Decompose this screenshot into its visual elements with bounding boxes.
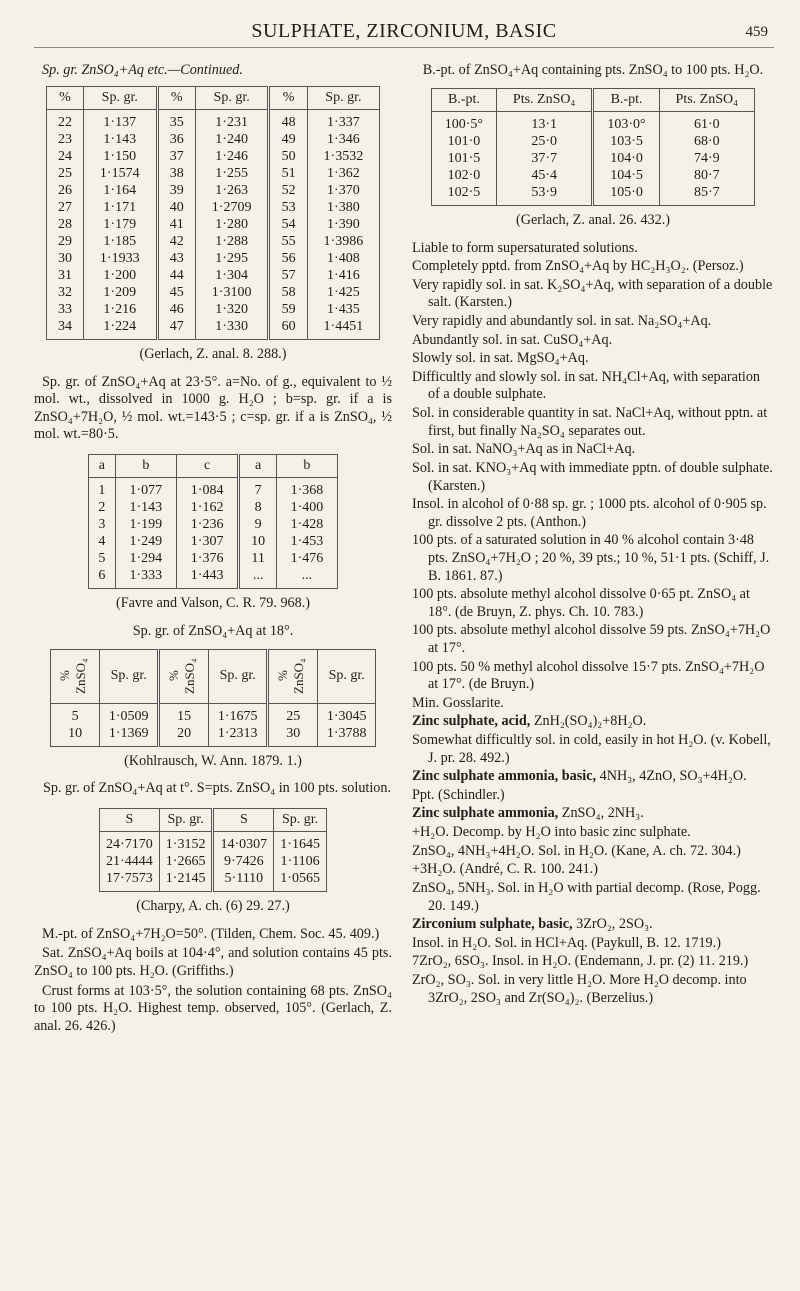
table-cell: 34 (57, 318, 72, 334)
table-cell: 1·179 (83, 216, 157, 233)
paragraph: Sat. ZnSO₄+Aq boils at 104·4°, and solution contains 45 pts. ZnSO₄ to 100 pts. H₂O. (Griffiths.) (34, 945, 392, 979)
table-row (432, 167, 755, 184)
table-caption: B.-pt. of ZnSO₄+Aq containing pts. ZnSO₄ to 100 pts. H₂O. (422, 62, 764, 78)
table-cell: 1·236 (176, 516, 238, 533)
table-cell: 1·304 (195, 267, 269, 284)
charpy-table (99, 808, 327, 892)
table-source: (Kohlrausch, W. Ann. 1879. 1.) (124, 752, 302, 769)
left-column (34, 62, 392, 1037)
table-cell: 31 (57, 267, 72, 283)
paragraph: M.-pt. of ZnSO₄+7H₂O=50°. (Tilden, Chem. Soc. 45. 409.) (42, 925, 380, 942)
table-row (47, 182, 380, 199)
table-cell: 1·077 (115, 478, 176, 500)
table-cell: 1·408 (307, 250, 379, 267)
table-cell: 1·453 (276, 533, 337, 550)
table-cell: 50 (269, 148, 307, 165)
table-cell: 36 (157, 131, 195, 148)
solubility-notes (412, 240, 774, 713)
entry-zirconium-sulphate-basic (412, 916, 774, 934)
table-cell: 1·333 (115, 567, 176, 589)
text-line: Completely pptd. from ZnSO₄+Aq by HC₂H₃O₂. (Persoz.) (412, 258, 744, 275)
entry-formula: ZnH₂(SO₄)₂+8H₂O. (530, 713, 647, 730)
table-row (100, 870, 327, 892)
table-cell: 74·9 (659, 150, 754, 167)
table-cell: 1·0509 (100, 703, 159, 725)
table-cell: 1·171 (83, 199, 157, 216)
table-cell: 1·0565 (274, 870, 327, 892)
entry-lines (412, 787, 774, 805)
table-cell: 44 (157, 267, 195, 284)
column-header: Sp. gr. (307, 86, 379, 109)
table-row (100, 853, 327, 870)
page-header (34, 14, 774, 48)
table-cell: 17·7573 (106, 871, 153, 887)
entry-zinc-sulphate-acid (412, 713, 774, 731)
table-cell: 80·7 (659, 167, 754, 184)
text-line: Very rapidly sol. in sat. K₂SO₄+Aq, with separation of a double salt. (Karsten.) (412, 276, 773, 311)
table-cell: 100·5° (444, 116, 484, 132)
table-cell: 1·1574 (83, 165, 157, 182)
table-cell: 52 (269, 182, 307, 199)
table-row (47, 148, 380, 165)
table-cell: 49 (269, 131, 307, 148)
table-cell: 1·2145 (159, 870, 213, 892)
column-header: Sp. gr. (159, 808, 213, 831)
table-cell: 1·425 (307, 284, 379, 301)
sp-gr-table-1 (46, 86, 380, 340)
table-cell: 38 (157, 165, 195, 182)
table-cell: 1·390 (307, 216, 379, 233)
favre-valson-table (88, 454, 338, 589)
table-cell: 30 (57, 250, 72, 266)
column-header: % ZnSO₄ (51, 649, 100, 703)
entry-title: Zinc sulphate ammonia, basic, (412, 768, 597, 785)
table-cell: 1·3152 (159, 832, 213, 854)
table-source: (Favre and Valson, C. R. 79. 968.) (115, 595, 310, 612)
table-cell: 46 (157, 301, 195, 318)
column-header: Sp. gr. (274, 808, 327, 831)
text-line: 100 pts. 50 % methyl alcohol dissolve 15·7 pts. ZnSO₄+7H₂O at 17°. (de Bruyn.) (412, 658, 765, 693)
table-cell: 26 (57, 182, 72, 198)
table-cell: 1·346 (307, 131, 379, 148)
column-header: Sp. gr. (209, 649, 268, 703)
table-cell: 1·362 (307, 165, 379, 182)
table-cell: 4 (98, 534, 106, 550)
table-cell: 51 (269, 165, 307, 182)
table-cell: 58 (269, 284, 307, 301)
text-line: Sol. in sat. KNO₃+Aq with immediate pptn. of double sulphate. (Karsten.) (412, 459, 773, 494)
column-header: Pts. ZnSO₄ (659, 88, 754, 111)
table-row (432, 184, 755, 206)
table-row (432, 133, 755, 150)
text-line: 100 pts. absolute methyl alcohol dissolve 0·65 pt. ZnSO₄ at 18°. (de Bruyn, Z. phys. Ch. 10. 783.) (412, 586, 750, 620)
column-header: Sp. gr. (100, 649, 159, 703)
text-line: 100 pts. of a saturated solution in 40 % alcohol contain 3·48 pts. ZnSO₄+7H₂O ; 20 %, 39 pts.; 10 %, 51·1 pts. (Schiff, J. B. 1861. 87.) (412, 532, 770, 584)
column-header: Pts. ZnSO₄ (496, 88, 593, 111)
table-cell: 48 (269, 109, 307, 131)
table-cell: 1·280 (195, 216, 269, 233)
table-cell: 28 (57, 216, 72, 232)
entry-formula: 3ZrO₂, 2SO₃. (572, 916, 653, 933)
entry-title: Zirconium sulphate, basic, (412, 916, 573, 933)
column-header: Sp. gr. (195, 86, 269, 109)
table-cell: 2 (98, 500, 106, 516)
table-row (47, 109, 380, 131)
table-cell: 9 (239, 516, 276, 533)
table-cell: 1·3045 (318, 703, 376, 725)
table-cell: 42 (157, 233, 195, 250)
table-cell: 39 (157, 182, 195, 199)
table-cell: 105·0 (593, 184, 659, 206)
table-cell: 1·2313 (209, 725, 268, 747)
table-cell: 1·249 (115, 533, 176, 550)
table-row (432, 111, 755, 133)
text-line: Difficultly and slowly sol. in sat. NH₄Cl+Aq, with separation of a double sulphate. (412, 368, 761, 403)
table-cell: 1·150 (83, 148, 157, 165)
table-cell: 6 (98, 568, 106, 584)
table-cell: 1·368 (276, 478, 337, 500)
table-source: (Gerlach, Z. anal. 26. 432.) (515, 211, 671, 228)
table-cell: 54 (269, 216, 307, 233)
table-cell: 3 (98, 517, 106, 533)
table-cell: 10 (68, 725, 83, 741)
table-cell: 1·295 (195, 250, 269, 267)
table-cell: 85·7 (659, 184, 754, 206)
column-header: a (239, 455, 276, 478)
table-cell: 1·1369 (100, 725, 159, 747)
table-row (89, 499, 338, 516)
text-line: Liable to form supersaturated solutions. (412, 239, 638, 256)
column-header: % ZnSO₄ (158, 649, 208, 703)
table-cell: 43 (157, 250, 195, 267)
table-cell: 1·3788 (318, 725, 376, 747)
table-cell: 53 (269, 199, 307, 216)
column-header: Sp. gr. (318, 649, 376, 703)
table-row (47, 165, 380, 182)
column-header: Sp. gr. (83, 86, 157, 109)
table-caption: Sp. gr. ZnSO₄+Aq etc.—Continued. (42, 62, 243, 78)
table-cell: 1·2665 (159, 853, 213, 870)
table-row (51, 703, 376, 725)
text-line: +3H₂O. (André, C. R. 100. 241.) (412, 861, 598, 878)
page-number: 459 (745, 24, 768, 40)
column-header: B.-pt. (432, 88, 497, 111)
table-cell: 9·7426 (213, 853, 274, 870)
table-source: (Gerlach, Z. anal. 8. 288.) (139, 345, 287, 362)
table-source: (Charpy, A. ch. (6) 29. 27.) (136, 898, 290, 915)
table-cell: 61·0 (659, 111, 754, 133)
table-cell: 1·443 (176, 567, 238, 589)
table-cell: 103·0° (593, 111, 659, 133)
table-cell: 1·3986 (307, 233, 379, 250)
table-cell: 1·231 (195, 109, 269, 131)
entry-lines (412, 732, 774, 767)
boiling-point-table (431, 88, 755, 206)
table-cell: 37 (157, 148, 195, 165)
table-row (89, 516, 338, 533)
table-cell: 102·5 (447, 184, 481, 200)
text-line: Insol. in H₂O. Sol. in HCl+Aq. (Paykull, B. 12. 1719.) (412, 934, 721, 951)
table-cell: 1·240 (195, 131, 269, 148)
table-cell: ... (239, 567, 276, 589)
table-cell: 1·380 (307, 199, 379, 216)
entry-lines (412, 824, 774, 915)
table-cell: 1·320 (195, 301, 269, 318)
running-title: SULPHATE, ZIRCONIUM, BASIC (251, 20, 557, 42)
table-cell: 20 (158, 725, 208, 747)
table-cell: 25·0 (496, 133, 593, 150)
table-cell: 25 (268, 703, 318, 725)
table-cell: 7 (239, 478, 276, 500)
column-header: % (269, 86, 307, 109)
table-row (89, 567, 338, 589)
table-cell: 1·3532 (307, 148, 379, 165)
table-cell: 27 (57, 199, 72, 215)
kohlrausch-table (50, 649, 376, 747)
table-row (47, 250, 380, 267)
table-cell: 45 (157, 284, 195, 301)
right-column (412, 62, 774, 1008)
table-cell: 1·1645 (274, 832, 327, 854)
paragraph: Sp. gr. of ZnSO₄+Aq at t°. S=pts. ZnSO₄ in 100 pts. solution. (42, 780, 392, 797)
table-row (47, 199, 380, 216)
table-cell: 55 (269, 233, 307, 250)
text-line: 100 pts. absolute methyl alcohol dissolve 59 pts. ZnSO₄+7H₂O at 17°. (412, 622, 771, 656)
table-cell: 37·7 (496, 150, 593, 167)
table-cell: 32 (57, 284, 72, 300)
text-line: 7ZrO₂, 6SO₃. Insol. in H₂O. (Endemann, J. pr. (2) 11. 219.) (412, 953, 749, 970)
table-cell: 1·4451 (307, 318, 379, 340)
table-cell: 103·5 (593, 133, 659, 150)
table-cell: 102·0 (447, 167, 481, 183)
table-caption: Sp. gr. of ZnSO₄+Aq at 18°. (132, 622, 294, 639)
column-header: b (276, 455, 337, 478)
table-cell: 1·209 (83, 284, 157, 301)
column-header: c (176, 455, 238, 478)
table-cell: 1·246 (195, 148, 269, 165)
table-cell: 104·5 (593, 167, 659, 184)
table-cell: 33 (57, 301, 72, 317)
text-line: ZnSO₄, 4NH₃+4H₂O. Sol. in H₂O. (Kane, A. ch. 72. 304.) (412, 842, 741, 859)
table-cell: 101·5 (447, 150, 481, 166)
table-cell: 1·1675 (209, 703, 268, 725)
table-cell: 25 (57, 165, 72, 181)
paragraph: Crust forms at 103·5°, the solution containing 68 pts. ZnSO₄ to 100 pts. H₂O. Highest temp. observed, 105°. (Gerlach, Z. anal. 26. 426.) (34, 982, 392, 1034)
table-row (47, 216, 380, 233)
table-row (47, 318, 380, 340)
table-cell: 11 (239, 550, 276, 567)
table-cell: ... (276, 567, 337, 589)
text-line: Sol. in sat. NaNO₃+Aq as in NaCl+Aq. (412, 441, 636, 458)
table-cell: 24 (57, 148, 72, 164)
table-row (89, 533, 338, 550)
table-cell: 1·143 (83, 131, 157, 148)
table-cell: 1·199 (115, 516, 176, 533)
table-cell: 45·4 (496, 167, 593, 184)
table-cell: 1·255 (195, 165, 269, 182)
column-header: a (89, 455, 116, 478)
paragraph: Sp. gr. of ZnSO₄+Aq at 23·5°. a=No. of g., equivalent to ½ mol. wt., dissolved in 1000 g. H₂O ; b=sp. gr. if a is ZnSO₄+7H₂O, ½ mol. wt.=143·5 ; c=sp. gr. if a is ZnSO₄, ½ mol. wt.=80·5. (34, 373, 392, 443)
column-header: % ZnSO₄ (268, 649, 318, 703)
table-cell: 1·084 (176, 478, 238, 500)
table-cell: 21·4444 (106, 854, 153, 870)
table-row (100, 832, 327, 854)
table-row (47, 233, 380, 250)
table-cell: 5 (71, 708, 79, 724)
column-header: % (47, 86, 84, 109)
entry-title: Zinc sulphate, acid, (412, 713, 531, 730)
text-line: Insol. in alcohol of 0·88 sp. gr. ; 1000 pts. alcohol of 0·905 sp. gr. dissolve 2 pts. (Anthon.) (412, 496, 767, 530)
table-cell: 56 (269, 250, 307, 267)
table-row (47, 284, 380, 301)
text-line: Sol. in considerable quantity in sat. NaCl+Aq, without pptn. at first, but finally Na₂SO₄ separates out. (412, 405, 768, 439)
table-cell: 101·0 (447, 133, 481, 149)
text-line: ZnSO₄, 5NH₃. Sol. in H₂O with partial decomp. (Rose, Pogg. 20. 149.) (412, 879, 761, 914)
table-cell: 1·3100 (195, 284, 269, 301)
table-cell: 1·224 (83, 318, 157, 340)
table-cell: 1·294 (115, 550, 176, 567)
table-cell: 1·200 (83, 267, 157, 284)
table-row (89, 478, 338, 500)
table-cell: 1·137 (83, 109, 157, 131)
entry-formula: ZnSO₄, 2NH₃. (558, 805, 644, 822)
table-cell: 47 (157, 318, 195, 340)
table-cell: 1·185 (83, 233, 157, 250)
column-header: S (213, 808, 274, 831)
table-cell: 40 (157, 199, 195, 216)
table-cell: 1·476 (276, 550, 337, 567)
table-cell: 1·288 (195, 233, 269, 250)
text-line: +H₂O. Decomp. by H₂O into basic zinc sulphate. (412, 824, 691, 841)
table-cell: 1·1106 (274, 853, 327, 870)
table-cell: 1·143 (115, 499, 176, 516)
table-cell: 1·307 (176, 533, 238, 550)
table-cell: 68·0 (659, 133, 754, 150)
text-line: Abundantly sol. in sat. CuSO₄+Aq. (412, 331, 613, 348)
entry-lines (412, 935, 774, 1007)
table-cell: 22 (57, 114, 72, 130)
table-cell: 1·162 (176, 499, 238, 516)
table-cell: 53·9 (496, 184, 593, 206)
table-cell: 35 (157, 109, 195, 131)
table-row (51, 725, 376, 747)
table-cell: 59 (269, 301, 307, 318)
table-cell: 1·216 (83, 301, 157, 318)
table-cell: 10 (239, 533, 276, 550)
table-cell: 1·370 (307, 182, 379, 199)
table-cell: 14·0307 (213, 832, 274, 854)
table-cell: 60 (269, 318, 307, 340)
table-cell: 8 (239, 499, 276, 516)
entry-zinc-sulphate-ammonia-basic (412, 768, 774, 786)
column-header: S (100, 808, 160, 831)
text-line: Slowly sol. in sat. MgSO₄+Aq. (412, 350, 589, 367)
table-cell: 1·164 (83, 182, 157, 199)
column-header: B.-pt. (593, 88, 659, 111)
table-cell: 1·2709 (195, 199, 269, 216)
table-cell: 1·263 (195, 182, 269, 199)
text-line: Min. Gosslarite. (412, 694, 504, 711)
text-line: Very rapidly and abundantly sol. in sat. Na₂SO₄+Aq. (412, 313, 712, 330)
table-cell: 57 (269, 267, 307, 284)
text-line: ZrO₂, SO₃. Sol. in very little H₂O. More H₂O decomp. into 3ZrO₂, 2SO₃ and Zr(SO₄)₂. (Berzelius.) (412, 971, 747, 1006)
text-line: Somewhat difficultly sol. in cold, easily in hot H₂O. (v. Kobell, J. pr. 28. 492.) (412, 732, 771, 766)
table-cell: 104·0 (593, 150, 659, 167)
table-cell: 1·376 (176, 550, 238, 567)
table-cell: 1·400 (276, 499, 337, 516)
table-cell: 30 (268, 725, 318, 747)
table-cell: 13·1 (496, 111, 593, 133)
entry-zinc-sulphate-ammonia (412, 805, 774, 823)
table-cell: 29 (57, 233, 72, 249)
table-cell: 1·416 (307, 267, 379, 284)
table-cell: 24·7170 (106, 837, 153, 853)
table-cell: 41 (157, 216, 195, 233)
table-row (432, 150, 755, 167)
text-line: Ppt. (Schindler.) (412, 786, 505, 803)
entry-title: Zinc sulphate ammonia, (412, 805, 559, 822)
table-cell: 1·1933 (83, 250, 157, 267)
table-row (47, 131, 380, 148)
table-cell: 1 (98, 483, 106, 499)
entry-formula: 4NH₃, 4ZnO, SO₃+4H₂O. (596, 768, 747, 785)
table-cell: 23 (57, 131, 72, 147)
table-row (89, 550, 338, 567)
table-cell: 15 (158, 703, 208, 725)
column-header: % (157, 86, 195, 109)
table-cell: 1·337 (307, 109, 379, 131)
table-cell: 1·330 (195, 318, 269, 340)
table-cell: 5·1110 (213, 870, 274, 892)
table-cell: 1·435 (307, 301, 379, 318)
table-row (47, 267, 380, 284)
column-header: b (115, 455, 176, 478)
table-row (47, 301, 380, 318)
table-cell: 1·428 (276, 516, 337, 533)
table-cell: 5 (98, 551, 106, 567)
